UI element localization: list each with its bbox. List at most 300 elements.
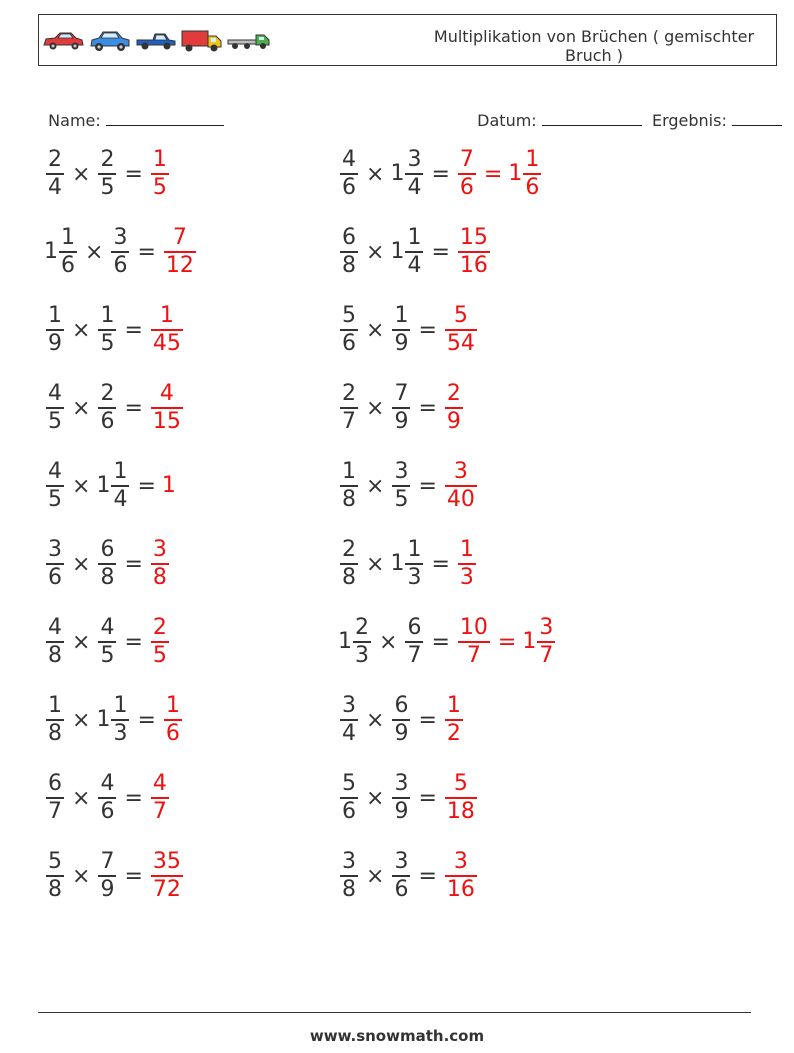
equals-sign: = bbox=[124, 395, 143, 421]
whole-part: 1 bbox=[390, 161, 405, 186]
numerator: 3 bbox=[394, 771, 409, 796]
denominator: 5 bbox=[152, 175, 167, 200]
answer bbox=[149, 537, 171, 591]
equals-sign: = bbox=[124, 863, 143, 889]
numerator: 4 bbox=[159, 381, 174, 406]
equals-sign: = bbox=[418, 317, 437, 343]
mixed-number bbox=[44, 381, 66, 435]
answer bbox=[456, 615, 557, 669]
result-label: Ergebnis: bbox=[651, 111, 727, 130]
denominator: 16 bbox=[459, 253, 488, 278]
car-blue-icon bbox=[89, 30, 131, 52]
denominator: 9 bbox=[394, 799, 409, 824]
fraction bbox=[458, 147, 476, 201]
times-sign: × bbox=[72, 629, 91, 655]
fraction bbox=[458, 537, 476, 591]
fraction bbox=[445, 459, 477, 513]
numerator: 5 bbox=[342, 771, 356, 796]
denominator: 6 bbox=[61, 253, 75, 278]
answer bbox=[149, 381, 185, 435]
fraction bbox=[445, 693, 463, 747]
name-field[interactable] bbox=[38, 92, 224, 130]
mixed-number bbox=[149, 537, 171, 591]
numerator: 6 bbox=[394, 693, 409, 718]
fraction bbox=[46, 381, 64, 435]
denominator: 40 bbox=[446, 487, 475, 512]
equals-sign: = bbox=[137, 707, 156, 733]
numerator: 6 bbox=[342, 225, 356, 250]
fraction bbox=[46, 615, 64, 669]
numerator: 1 bbox=[61, 225, 75, 250]
answer bbox=[149, 849, 185, 903]
numerator: 7 bbox=[100, 849, 115, 874]
equals-sign: = bbox=[431, 551, 450, 577]
numerator: 4 bbox=[48, 459, 62, 484]
answer bbox=[443, 771, 479, 825]
equals-sign: = bbox=[431, 239, 450, 265]
equals-sign: = bbox=[124, 317, 143, 343]
numerator: 1 bbox=[459, 537, 474, 562]
times-sign: × bbox=[72, 785, 91, 811]
fraction bbox=[98, 147, 116, 201]
fraction bbox=[98, 849, 116, 903]
problem-item bbox=[338, 378, 465, 438]
problem-item bbox=[44, 144, 171, 204]
problem-item bbox=[338, 690, 465, 750]
numerator: 2 bbox=[100, 381, 115, 406]
numerator: 3 bbox=[407, 147, 422, 172]
numerator: 1 bbox=[48, 303, 62, 328]
times-sign: × bbox=[366, 473, 385, 499]
denominator: 6 bbox=[100, 799, 115, 824]
mixed-number bbox=[96, 147, 118, 201]
fraction bbox=[98, 771, 116, 825]
denominator: 3 bbox=[113, 721, 128, 746]
denominator: 3 bbox=[407, 565, 422, 590]
whole-part: 1 bbox=[390, 551, 405, 576]
answer bbox=[162, 693, 184, 747]
denominator: 6 bbox=[100, 409, 115, 434]
problem-item bbox=[44, 456, 175, 516]
fraction bbox=[340, 849, 358, 903]
fraction bbox=[151, 381, 183, 435]
mixed-number bbox=[456, 147, 478, 201]
fraction bbox=[445, 303, 477, 357]
numerator: 2 bbox=[342, 537, 356, 562]
fraction bbox=[151, 303, 183, 357]
denominator: 6 bbox=[165, 721, 180, 746]
numerator: 4 bbox=[152, 771, 167, 796]
numerator: 3 bbox=[394, 459, 409, 484]
denominator: 9 bbox=[394, 409, 409, 434]
denominator: 9 bbox=[446, 409, 461, 434]
denominator: 6 bbox=[525, 175, 540, 200]
times-sign: × bbox=[366, 863, 385, 889]
numerator: 10 bbox=[459, 615, 488, 640]
mixed-number bbox=[338, 225, 360, 279]
mixed-number bbox=[149, 147, 171, 201]
denominator: 8 bbox=[48, 643, 62, 668]
fraction bbox=[523, 147, 541, 201]
answer bbox=[456, 537, 478, 591]
mixed-number bbox=[443, 693, 465, 747]
page-title: Multiplikation von Brüchen ( gemischter Bruch ) bbox=[433, 27, 755, 65]
equals-sign: = bbox=[124, 785, 143, 811]
mixed-number bbox=[44, 459, 66, 513]
numerator: 2 bbox=[342, 381, 356, 406]
numerator: 4 bbox=[100, 615, 115, 640]
equals-sign: = bbox=[137, 239, 156, 265]
truck-red-icon bbox=[181, 29, 223, 53]
denominator: 7 bbox=[152, 799, 167, 824]
date-blank[interactable] bbox=[542, 111, 642, 126]
mixed-number bbox=[44, 771, 66, 825]
mixed-number bbox=[44, 225, 79, 279]
problem-item bbox=[44, 768, 171, 828]
equals-sign: = bbox=[431, 161, 450, 187]
fraction bbox=[59, 225, 77, 279]
numerator: 2 bbox=[446, 381, 461, 406]
denominator: 4 bbox=[113, 487, 128, 512]
mixed-number bbox=[96, 303, 118, 357]
denominator: 3 bbox=[355, 643, 369, 668]
answer bbox=[456, 225, 492, 279]
denominator: 5 bbox=[152, 643, 167, 668]
result-blank[interactable] bbox=[732, 111, 782, 126]
fraction bbox=[46, 693, 64, 747]
fraction bbox=[340, 693, 358, 747]
answer bbox=[443, 693, 465, 747]
mixed-number bbox=[149, 381, 185, 435]
denominator: 4 bbox=[48, 175, 62, 200]
equals-sign: = bbox=[418, 395, 437, 421]
fraction bbox=[151, 849, 183, 903]
times-sign: × bbox=[366, 551, 385, 577]
numerator: 7 bbox=[394, 381, 409, 406]
numerator: 3 bbox=[152, 537, 167, 562]
mixed-number bbox=[96, 849, 118, 903]
fraction bbox=[392, 303, 410, 357]
mixed-number bbox=[390, 849, 412, 903]
fraction bbox=[405, 147, 423, 201]
fraction bbox=[340, 303, 358, 357]
numerator: 35 bbox=[152, 849, 181, 874]
denominator: 72 bbox=[152, 877, 181, 902]
name-label: Name: bbox=[48, 111, 101, 130]
date-label: Datum: bbox=[477, 111, 537, 130]
denominator: 4 bbox=[407, 253, 422, 278]
mixed-number bbox=[149, 303, 185, 357]
fraction bbox=[46, 459, 64, 513]
problem-item bbox=[338, 456, 479, 516]
denominator: 8 bbox=[342, 487, 356, 512]
denominator: 5 bbox=[100, 643, 115, 668]
mixed-number bbox=[96, 459, 131, 513]
denominator: 3 bbox=[459, 565, 474, 590]
mixed-number bbox=[443, 771, 479, 825]
denominator: 4 bbox=[342, 721, 356, 746]
numerator: 1 bbox=[342, 459, 356, 484]
fraction bbox=[151, 615, 169, 669]
denominator: 6 bbox=[48, 565, 62, 590]
answer bbox=[149, 147, 171, 201]
mixed-number bbox=[109, 225, 131, 279]
vehicle-strip bbox=[41, 29, 271, 53]
mixed-number bbox=[162, 693, 184, 747]
mixed-number bbox=[44, 537, 66, 591]
denominator: 9 bbox=[394, 331, 409, 356]
numerator: 1 bbox=[407, 225, 422, 250]
fraction bbox=[111, 693, 129, 747]
date-result-fields bbox=[467, 92, 782, 130]
denominator: 5 bbox=[394, 487, 409, 512]
denominator: 8 bbox=[100, 565, 115, 590]
mixed-number bbox=[456, 537, 478, 591]
fraction bbox=[46, 771, 64, 825]
fraction bbox=[340, 381, 358, 435]
equals-sign: = bbox=[418, 707, 437, 733]
mixed-number bbox=[508, 147, 543, 201]
answer bbox=[149, 303, 185, 357]
denominator: 54 bbox=[446, 331, 475, 356]
numerator: 1 bbox=[394, 303, 409, 328]
numerator: 5 bbox=[453, 303, 468, 328]
numerator: 2 bbox=[355, 615, 369, 640]
times-sign: × bbox=[72, 473, 91, 499]
fraction bbox=[151, 147, 169, 201]
mixed-number bbox=[96, 771, 118, 825]
mixed-number bbox=[149, 771, 171, 825]
times-sign: × bbox=[72, 707, 91, 733]
numerator: 3 bbox=[453, 459, 468, 484]
problem-item bbox=[44, 612, 171, 672]
fraction bbox=[46, 537, 64, 591]
numerator: 1 bbox=[48, 693, 62, 718]
answer bbox=[443, 303, 479, 357]
mixed-number bbox=[338, 147, 360, 201]
problem-item bbox=[44, 222, 198, 282]
name-blank[interactable] bbox=[106, 111, 224, 126]
mixed-number bbox=[162, 473, 175, 499]
fraction bbox=[392, 849, 410, 903]
denominator: 2 bbox=[446, 721, 461, 746]
denominator: 8 bbox=[48, 721, 62, 746]
equals-sign: = bbox=[483, 161, 503, 187]
problem-item bbox=[44, 690, 184, 750]
times-sign: × bbox=[72, 863, 91, 889]
problem-item bbox=[338, 612, 557, 672]
mixed-number bbox=[44, 147, 66, 201]
times-sign: × bbox=[379, 629, 398, 655]
problem-item bbox=[338, 846, 479, 906]
answer bbox=[149, 615, 171, 669]
fraction bbox=[164, 693, 182, 747]
numerator: 1 bbox=[152, 147, 167, 172]
numerator: 1 bbox=[113, 459, 128, 484]
denominator: 16 bbox=[446, 877, 475, 902]
times-sign: × bbox=[72, 551, 91, 577]
fraction bbox=[392, 771, 410, 825]
problem-item bbox=[338, 768, 479, 828]
equals-sign: = bbox=[124, 629, 143, 655]
numerator: 2 bbox=[152, 615, 167, 640]
fraction bbox=[392, 459, 410, 513]
fraction bbox=[98, 537, 116, 591]
fraction bbox=[340, 459, 358, 513]
fraction bbox=[537, 615, 555, 669]
whole-part: 1 bbox=[96, 707, 111, 732]
fraction bbox=[405, 537, 423, 591]
equals-sign: = bbox=[124, 551, 143, 577]
mixed-number bbox=[390, 771, 412, 825]
mixed-number bbox=[96, 537, 118, 591]
fraction bbox=[405, 225, 423, 279]
numerator: 2 bbox=[100, 147, 115, 172]
problem-item bbox=[44, 378, 185, 438]
fraction bbox=[340, 147, 358, 201]
denominator: 9 bbox=[48, 331, 62, 356]
equals-sign: = bbox=[431, 629, 450, 655]
fraction bbox=[98, 615, 116, 669]
whole-part: 1 bbox=[508, 161, 523, 186]
numerator: 1 bbox=[159, 303, 174, 328]
denominator: 6 bbox=[342, 331, 356, 356]
mixed-number bbox=[338, 537, 360, 591]
mixed-number bbox=[390, 459, 412, 513]
numerator: 3 bbox=[48, 537, 62, 562]
numerator: 4 bbox=[342, 147, 356, 172]
problem-item bbox=[44, 534, 171, 594]
denominator: 6 bbox=[342, 175, 356, 200]
times-sign: × bbox=[366, 239, 385, 265]
denominator: 6 bbox=[113, 253, 128, 278]
car-red-icon bbox=[41, 31, 85, 51]
mixed-number bbox=[403, 615, 425, 669]
mixed-number bbox=[443, 303, 479, 357]
mixed-number bbox=[390, 225, 425, 279]
mixed-number bbox=[443, 849, 479, 903]
denominator: 8 bbox=[342, 877, 356, 902]
numerator: 1 bbox=[113, 693, 128, 718]
mixed-number bbox=[338, 693, 360, 747]
mixed-number bbox=[338, 381, 360, 435]
denominator: 8 bbox=[48, 877, 62, 902]
denominator: 7 bbox=[342, 409, 356, 434]
numerator: 3 bbox=[539, 615, 554, 640]
numerator: 3 bbox=[113, 225, 128, 250]
mixed-number bbox=[149, 615, 171, 669]
fraction bbox=[151, 537, 169, 591]
denominator: 7 bbox=[539, 643, 554, 668]
pickup-blue-icon bbox=[135, 31, 177, 51]
fraction bbox=[353, 615, 371, 669]
denominator: 5 bbox=[48, 487, 62, 512]
mixed-number bbox=[456, 225, 492, 279]
mixed-number bbox=[390, 537, 425, 591]
mixed-number bbox=[390, 381, 412, 435]
denominator: 9 bbox=[394, 721, 409, 746]
mixed-number bbox=[162, 225, 198, 279]
mixed-number bbox=[522, 615, 557, 669]
mixed-number bbox=[44, 303, 66, 357]
numerator: 4 bbox=[48, 381, 62, 406]
denominator: 9 bbox=[100, 877, 115, 902]
numerator: 1 bbox=[165, 693, 180, 718]
fraction bbox=[405, 615, 423, 669]
numerator: 1 bbox=[100, 303, 115, 328]
fraction bbox=[46, 303, 64, 357]
denominator: 18 bbox=[446, 799, 475, 824]
fraction bbox=[151, 771, 169, 825]
numerator: 4 bbox=[48, 615, 62, 640]
numerator: 1 bbox=[407, 537, 422, 562]
fraction bbox=[46, 849, 64, 903]
answer bbox=[456, 147, 543, 201]
mixed-number bbox=[44, 849, 66, 903]
denominator: 6 bbox=[459, 175, 474, 200]
fraction bbox=[458, 615, 490, 669]
answer bbox=[149, 771, 171, 825]
denominator: 5 bbox=[100, 331, 115, 356]
equals-sign: = bbox=[497, 629, 517, 655]
answer bbox=[162, 473, 175, 499]
fraction bbox=[98, 303, 116, 357]
numerator: 7 bbox=[459, 147, 474, 172]
mixed-number bbox=[338, 459, 360, 513]
mixed-number bbox=[338, 615, 373, 669]
mixed-number bbox=[44, 693, 66, 747]
numerator: 6 bbox=[100, 537, 115, 562]
equals-sign: = bbox=[418, 863, 437, 889]
answer bbox=[162, 225, 198, 279]
problem-item bbox=[44, 846, 185, 906]
denominator: 12 bbox=[165, 253, 194, 278]
mixed-number bbox=[390, 693, 412, 747]
mixed-number bbox=[390, 147, 425, 201]
fraction bbox=[164, 225, 196, 279]
denominator: 7 bbox=[466, 643, 481, 668]
whole-part: 1 bbox=[161, 473, 176, 498]
denominator: 5 bbox=[100, 175, 115, 200]
numerator: 5 bbox=[48, 849, 62, 874]
fraction bbox=[445, 771, 477, 825]
header-box bbox=[38, 14, 777, 66]
fraction bbox=[340, 225, 358, 279]
equals-sign: = bbox=[124, 161, 143, 187]
answer bbox=[443, 381, 465, 435]
denominator: 7 bbox=[48, 799, 62, 824]
numerator: 5 bbox=[453, 771, 468, 796]
times-sign: × bbox=[72, 317, 91, 343]
denominator: 15 bbox=[152, 409, 181, 434]
problem-item bbox=[338, 300, 479, 360]
equals-sign: = bbox=[137, 473, 156, 499]
whole-part: 1 bbox=[522, 629, 537, 654]
numerator: 6 bbox=[48, 771, 62, 796]
times-sign: × bbox=[366, 785, 385, 811]
denominator: 8 bbox=[342, 565, 356, 590]
fraction bbox=[111, 459, 129, 513]
denominator: 8 bbox=[152, 565, 167, 590]
times-sign: × bbox=[72, 395, 91, 421]
fraction bbox=[392, 381, 410, 435]
times-sign: × bbox=[72, 161, 91, 187]
times-sign: × bbox=[366, 395, 385, 421]
fraction bbox=[340, 537, 358, 591]
equals-sign: = bbox=[418, 473, 437, 499]
mixed-number bbox=[443, 459, 479, 513]
fraction bbox=[111, 225, 129, 279]
